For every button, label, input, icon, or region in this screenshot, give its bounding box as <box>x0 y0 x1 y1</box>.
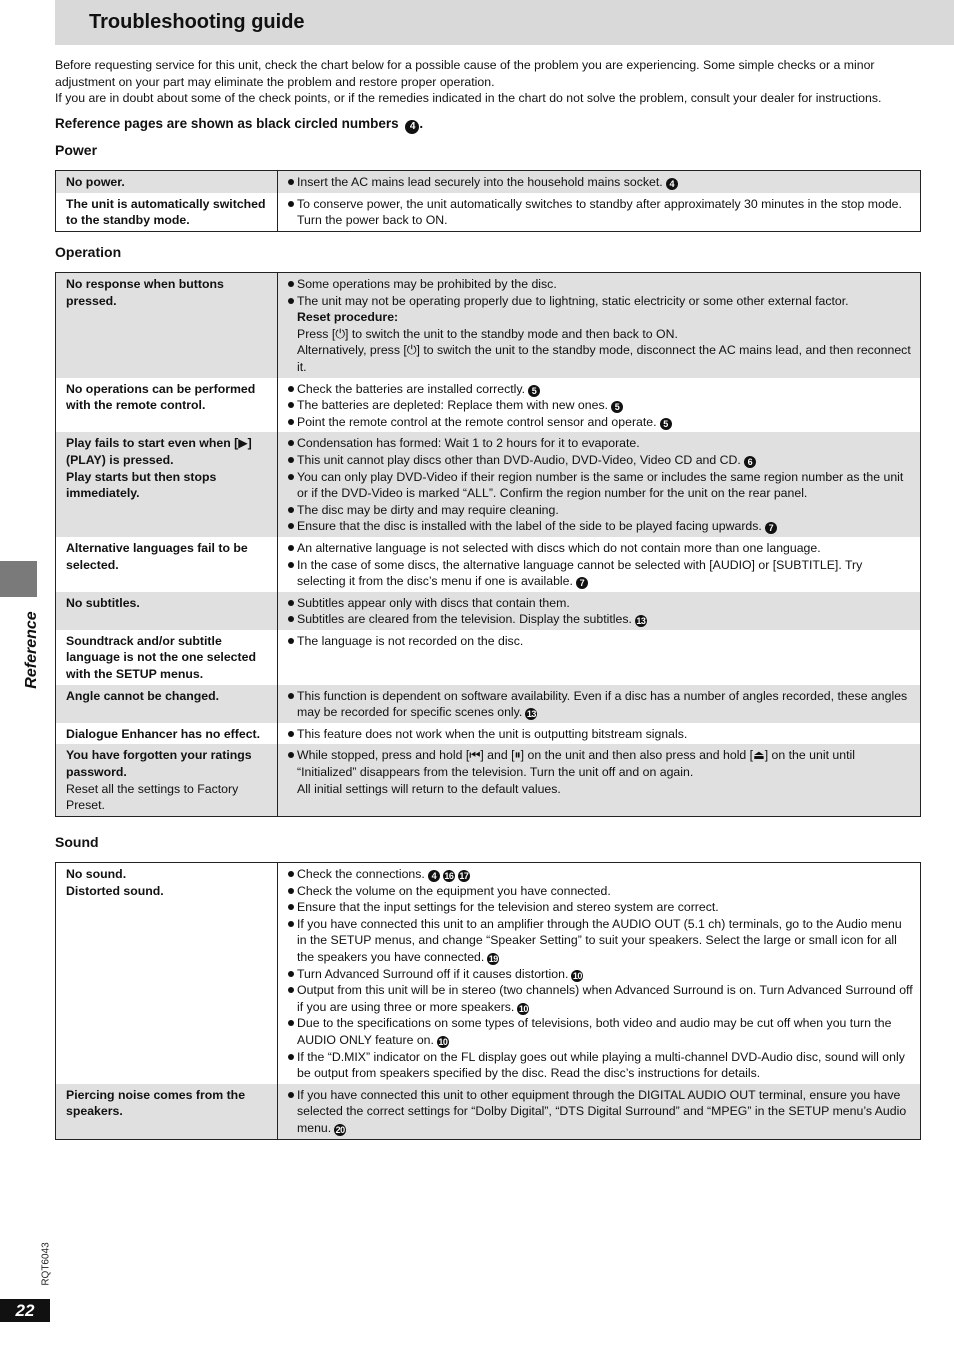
solution-item <box>288 966 914 983</box>
section-side-tab <box>0 561 37 597</box>
solution-item <box>288 174 914 191</box>
table-row <box>56 723 921 745</box>
table-row <box>56 432 921 537</box>
solution-text: Subtitles are cleared from the television. Display the subtitles. <box>297 612 632 627</box>
solution-cell <box>278 193 921 232</box>
solution-cell <box>278 592 921 630</box>
page-number: 22 <box>0 1299 50 1322</box>
solution-item <box>288 866 914 883</box>
intro-text <box>55 57 930 107</box>
solution-text: Due to the specifications on some types of televisions, both video and audio may be cut off when you turn the AUDIO ONLY feature on. <box>297 1016 892 1047</box>
table-row <box>56 537 921 592</box>
page-ref-badge: 10 <box>518 1003 528 1014</box>
page-ref-badge: 13 <box>526 709 536 720</box>
solution-text: In the case of some discs, the alternative language cannot be selected with [AUDIO] or [SUBTITLE]. Try selecting it from the disc’s menu if one is available. <box>297 557 863 589</box>
problem-cell: The unit is automatically switched to the standby mode. <box>56 193 278 232</box>
table-row <box>56 744 921 816</box>
solution-text: Turn Advanced Surround off if it causes distortion. <box>297 966 569 981</box>
reset-procedure-title: Reset procedure: <box>297 310 399 325</box>
solution-text: All initial settings will return to the default values. <box>297 781 561 796</box>
document-code: RQT6043 <box>40 1242 52 1286</box>
solution-text: Output from this unit will be in stereo (two channels) when Advanced Surround is on. Turn Advanced Surround off if you are using three or more speakers. <box>297 983 913 1014</box>
problem-cell: No subtitles. <box>56 592 278 630</box>
solution-cell <box>278 1084 921 1139</box>
problem-cell: Dialogue Enhancer has no effect. <box>56 723 278 745</box>
solution-text: If you have connected this unit to an amplifier through the AUDIO OUT (5.1 ch) terminals, go to the Audio menu in the SETUP menus, and change “Speaker Setting” to suit your speakers. Select the large or small icon for all the speakers you have connected. <box>297 916 902 964</box>
page-ref-badge: 5 <box>611 401 623 413</box>
solution-item: The disc may be dirty and may require cleaning. <box>288 502 914 519</box>
reference-note <box>55 116 423 134</box>
solution-item <box>288 518 914 535</box>
solution-item: Condensation has formed: Wait 1 to 2 hours for it to evaporate. <box>288 435 914 452</box>
table-row <box>56 378 921 433</box>
solution-item <box>288 1087 914 1137</box>
reference-note-text: Reference pages are shown as black circled numbers <box>55 116 399 131</box>
problem-text: Play starts but then stops immediately. <box>66 469 217 501</box>
solution-cell <box>278 744 921 816</box>
solution-item: An alternative language is not selected with discs which do not contain more than one language. <box>288 540 914 557</box>
solution-cell <box>278 685 921 723</box>
problem-cell: No response when buttons pressed. <box>56 273 278 378</box>
page-title: Troubleshooting guide <box>89 11 305 33</box>
solution-text: Press [⏻] to switch the unit to the standby mode and then back to ON. <box>297 326 678 341</box>
solution-text: If you have connected this unit to other equipment through the DIGITAL AUDIO OUT terminal, ensure you have selected the correct settings for “Dolby Digital”, “DTS Digital Surround” and “MPEG” in the SETUP menu’s Audio menu. <box>297 1087 907 1135</box>
page-ref-badge: 6 <box>744 456 756 468</box>
solution-item <box>288 611 914 628</box>
section-side-label: Reference <box>23 611 40 689</box>
problem-cell: Soundtrack and/or subtitle language is not the one selected with the SETUP menus. <box>56 630 278 685</box>
section-heading-sound: Sound <box>55 834 99 850</box>
page-ref-badge: 5 <box>528 385 540 397</box>
problem-cell <box>56 863 278 1084</box>
solution-item: Some operations may be prohibited by the disc. <box>288 276 914 293</box>
table-row <box>56 592 921 630</box>
problem-text: No sound. <box>66 867 127 881</box>
problem-cell: No operations can be performed with the remote control. <box>56 378 278 433</box>
solution-cell <box>278 273 921 378</box>
solution-text: Ensure that the disc is installed with the label of the side to be played facing upwards. <box>297 519 762 534</box>
section-heading-operation: Operation <box>55 244 122 260</box>
solution-item: While stopped, press and hold [⏮] and [⏸] on the unit and then also press and hold [⏏] on the unit until “Initialized” disappears from the television. Turn the unit off and on again. <box>288 747 914 780</box>
table-row <box>56 630 921 685</box>
problem-text: You have forgotten your ratings password. <box>66 748 252 780</box>
solution-text: This unit cannot play discs other than DVD-Audio, DVD-Video, Video CD and CD. <box>297 452 741 467</box>
problem-cell: Piercing noise comes from the speakers. <box>56 1084 278 1139</box>
section-heading-power: Power <box>55 142 98 158</box>
page-ref-badge: 7 <box>765 522 777 534</box>
problem-note: Reset all the settings to Factory Preset. <box>66 781 239 813</box>
page-ref-badge: 17 <box>459 871 469 881</box>
page-ref-badge: 4 <box>666 178 678 190</box>
page-ref-badge: 16 <box>444 871 454 881</box>
problem-text: Play fails to start even when [▶] (PLAY) is pressed. <box>66 436 252 467</box>
solution-item <box>288 381 914 398</box>
solution-item <box>288 397 914 414</box>
solution-item: This feature does not work when the unit is outputting bitstream signals. <box>288 726 914 743</box>
solution-text: Check the batteries are installed correctly. <box>297 381 526 396</box>
intro-paragraph-2: If you are in doubt about some of the check points, or if the remedies indicated in the chart do not solve the problem, consult your dealer for instructions. <box>55 91 882 106</box>
table-row <box>56 863 921 1084</box>
solution-cell <box>278 863 921 1084</box>
solution-item: Ensure that the input settings for the television and stereo system are correct. <box>288 899 914 916</box>
page-ref-badge: 19 <box>488 953 498 964</box>
page-ref-badge: 13 <box>636 616 646 627</box>
solution-cell <box>278 378 921 433</box>
solution-item <box>288 1015 914 1048</box>
reference-note-dot: . <box>419 116 424 131</box>
solution-text: Insert the AC mains lead securely into the household mains socket. <box>297 175 663 189</box>
page-ref-badge: 4 <box>428 870 440 882</box>
solution-text: The batteries are depleted: Replace them with new ones. <box>297 398 609 413</box>
problem-text: Distorted sound. <box>66 883 164 898</box>
solution-item: To conserve power, the unit automatically switches to standby after approximately 30 minutes in the stop mode. Turn the power back to ON. <box>288 196 914 229</box>
solution-item <box>288 452 914 469</box>
page-ref-badge: 20 <box>335 1124 345 1135</box>
sound-table <box>55 862 921 1140</box>
solution-item <box>288 982 914 1015</box>
solution-item: The language is not recorded on the disc. <box>288 633 914 650</box>
problem-cell: Alternative languages fail to be selected. <box>56 537 278 592</box>
problem-cell <box>56 744 278 816</box>
page-ref-badge: 10 <box>438 1036 448 1047</box>
page-ref-badge: 7 <box>576 577 588 589</box>
operation-table <box>55 272 921 817</box>
solution-item: Check the volume on the equipment you have connected. <box>288 883 914 900</box>
solution-cell <box>278 432 921 537</box>
solution-item: You can only play DVD-Video if their region number is the same or includes the same region number as the unit or if the DVD-Video is marked “ALL”. Confirm the region number for the unit on the rear panel. <box>288 469 914 502</box>
intro-paragraph-1: Before requesting service for this unit, check the chart below for a possible cause of the problem you are experiencing. Some simple checks or a minor adjustment on your part may eliminate the problem and restore proper operation. <box>55 58 875 89</box>
page-ref-badge: 4 <box>405 120 419 134</box>
solution-item <box>288 557 914 590</box>
solution-text: Check the connections. <box>297 867 425 881</box>
solution-cell <box>278 630 921 685</box>
problem-cell: No power. <box>56 171 278 193</box>
table-row <box>56 1084 921 1139</box>
page-ref-badge: 5 <box>660 418 672 430</box>
solution-text: Point the remote control at the remote control sensor and operate. <box>297 414 657 429</box>
solution-item <box>288 916 914 966</box>
solution-item <box>288 414 914 431</box>
table-row <box>56 171 921 193</box>
table-row <box>56 193 921 232</box>
problem-cell: Angle cannot be changed. <box>56 685 278 723</box>
problem-cell <box>56 432 278 537</box>
table-row <box>56 273 921 378</box>
solution-item: The unit may not be operating properly due to lightning, static electricity or some other external factor. <box>288 293 914 310</box>
solution-cell <box>278 537 921 592</box>
solution-cell <box>278 171 921 193</box>
power-table <box>55 170 921 232</box>
title-bar <box>55 0 954 45</box>
solution-text: Alternatively, press [⏻] to switch the unit to the standby mode, disconnect the AC mains lead, and then reconnect it. <box>297 343 911 374</box>
solution-item: If the “D.MIX” indicator on the FL display goes out while playing a multi-channel DVD-Audio disc, sound will only be output from speakers specified by the disc. Read the disc’s instructions for details. <box>288 1049 914 1082</box>
solution-item <box>288 688 914 721</box>
solution-item: Subtitles appear only with discs that contain them. <box>288 595 914 612</box>
page-ref-badge: 10 <box>572 970 582 981</box>
solution-text: This function is dependent on software availability. Even if a disc has a number of angles recorded, these angles may be recorded for specific scenes only. <box>297 688 908 720</box>
table-row <box>56 685 921 723</box>
solution-cell <box>278 723 921 745</box>
